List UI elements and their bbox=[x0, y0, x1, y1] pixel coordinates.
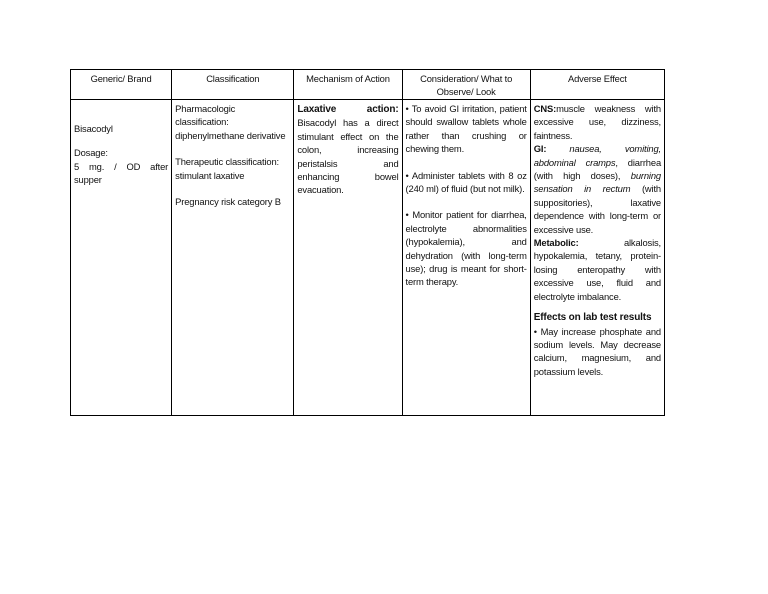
header-consideration: Consideration/ What to Observe/ Look bbox=[402, 70, 530, 100]
mechanism-heading: Laxative action: bbox=[297, 104, 399, 115]
adverse-metabolic bbox=[534, 236, 661, 303]
gi-diarrhea: , diarrhea (with high doses), bbox=[533, 156, 662, 182]
consideration-item-2: • Administer tablets with 8 oz (240 ml) of fluid (but not milk). bbox=[405, 169, 527, 195]
drug-study-table bbox=[70, 69, 665, 416]
mechanism-body: Bisacodyl has a direct stimulant effect on the colon, increasing peristalsis and enhancing bowel evacuation. bbox=[297, 117, 399, 196]
cell-classification bbox=[172, 100, 294, 416]
dosage-label: Dosage: bbox=[74, 147, 108, 159]
header-mechanism: Mechanism of Action bbox=[294, 70, 402, 100]
gi-rest: (with suppositories), laxative dependence with long-term or excessive use. bbox=[533, 183, 661, 235]
cell-mechanism bbox=[294, 100, 402, 416]
drug-name: Bisacodyl bbox=[74, 123, 113, 134]
metabolic-label: Metabolic: bbox=[533, 237, 579, 249]
lab-text: • May increase phosphate and sodium levels. May decrease calcium, magnesium, and potassium levels. bbox=[533, 325, 661, 377]
cell-adverse-effect bbox=[530, 100, 664, 416]
cell-consideration bbox=[402, 100, 530, 416]
thera-class-label: Therapeutic classification: bbox=[175, 156, 279, 168]
pharm-class-value: diphenylmethane derivative bbox=[175, 129, 286, 141]
consideration-item-1: • To avoid GI irritation, patient should swallow tablets whole rather than crushing or chewing them. bbox=[405, 103, 527, 155]
adverse-cns bbox=[534, 102, 661, 142]
header-adverse-effect: Adverse Effect bbox=[530, 70, 664, 100]
lab-heading: Effects on lab test results bbox=[533, 312, 652, 324]
gi-cramps: abdominal cramps bbox=[533, 156, 616, 168]
metabolic-text: alkalosis, hypokalemia, tetany, protein-losing enteropathy with excessive use, fluid and electrolyte imbalance. bbox=[533, 237, 661, 302]
consideration-item-3: • Monitor patient for diarrhea, electrolyte abnormalities (hypokalemia), and dehydration (with long-term use); drug is meant for short-term therapy. bbox=[405, 209, 527, 288]
gi-nausea: nausea, bbox=[569, 143, 602, 155]
mechanism-text bbox=[297, 102, 398, 197]
pregnancy-category: Pregnancy risk category B bbox=[175, 196, 281, 208]
cns-label: CNS: bbox=[533, 103, 557, 114]
cns-text: muscle weakness with excessive use, dizziness, faintness. bbox=[533, 103, 661, 141]
gi-label: GI: bbox=[533, 143, 547, 155]
dosage-value: 5 mg. / OD after supper bbox=[74, 160, 169, 186]
gi-vomiting: vomiting, bbox=[624, 143, 661, 155]
header-generic-brand: Generic/ Brand bbox=[71, 70, 172, 100]
header-classification: Classification bbox=[172, 70, 294, 100]
cell-generic bbox=[71, 100, 172, 416]
pharm-class-label: Pharmacologic classification: bbox=[175, 103, 236, 128]
thera-class-value: stimulant laxative bbox=[175, 169, 245, 181]
content-row bbox=[71, 100, 665, 416]
header-row bbox=[71, 70, 665, 100]
gi-burning: burning sensation in rectum bbox=[533, 170, 661, 195]
adverse-gi bbox=[534, 142, 661, 236]
